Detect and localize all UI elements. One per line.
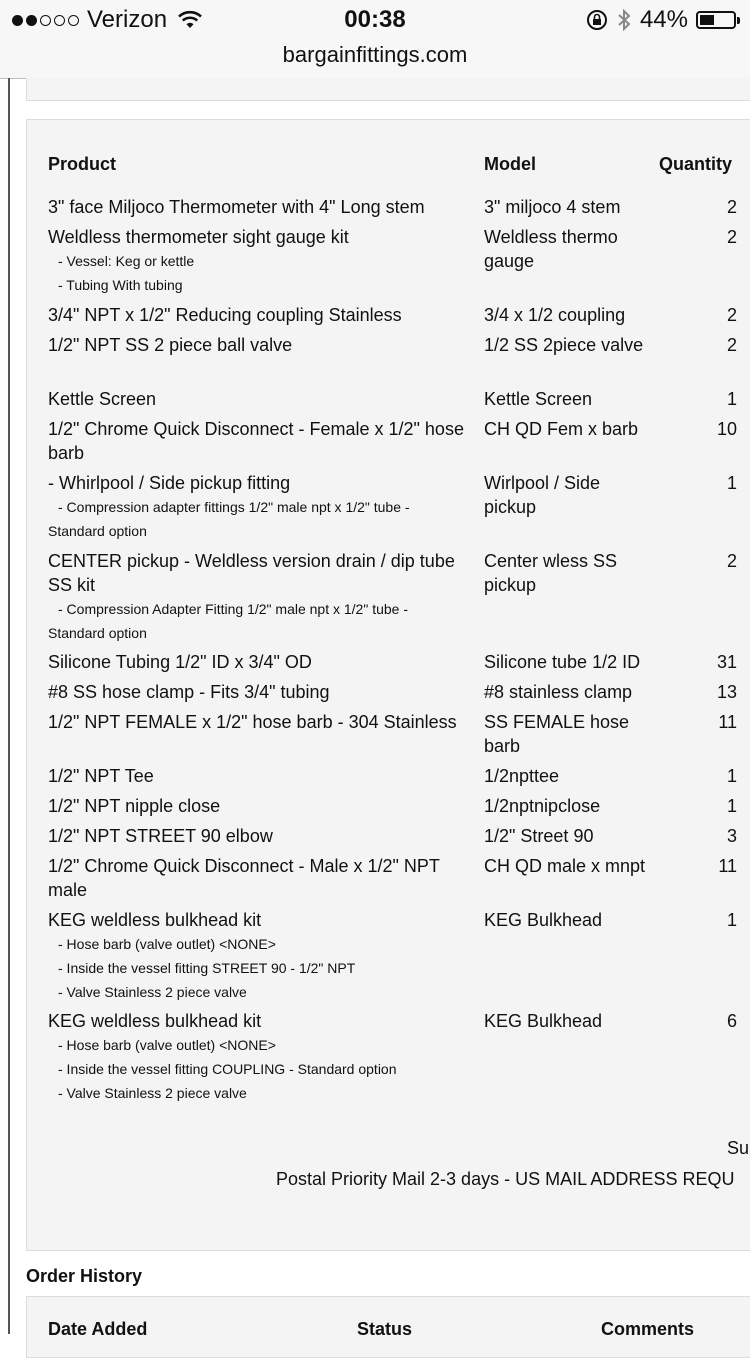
product-name: Weldless thermometer sight gauge kit <box>48 227 349 247</box>
quantity-cell: 6 <box>726 1011 737 1031</box>
product-cell <box>48 710 468 734</box>
product-name: CENTER pickup - Weldless version drain / dip tube SS kit <box>48 551 455 595</box>
orientation-lock-icon <box>586 9 608 31</box>
product-name: 1/2" Chrome Quick Disconnect - Female x 1/2" hose barb <box>48 419 464 463</box>
model-cell: CH QD Fem x barb <box>484 419 639 439</box>
product-cell <box>48 225 468 297</box>
product-option: - Compression Adapter Fitting 1/2" male npt x 1/2" tube - Standard option <box>48 601 408 641</box>
product-option: - Inside the vessel fitting COUPLING - Standard option <box>58 1061 397 1077</box>
order-history-panel <box>26 1296 750 1358</box>
product-name: #8 SS hose clamp - Fits 3/4" tubing <box>48 682 330 702</box>
product-name: 3/4" NPT x 1/2" Reducing coupling Stainless <box>48 305 402 325</box>
product-cell <box>48 824 468 848</box>
quantity-cell: 2 <box>726 197 737 217</box>
url-domain[interactable]: bargainfittings.com <box>282 42 468 67</box>
product-name: 1/2" NPT SS 2 piece ball valve <box>48 335 293 355</box>
product-cell <box>48 549 468 645</box>
product-option: - Tubing With tubing <box>58 277 183 293</box>
subtotal-label: Su <box>727 1138 750 1158</box>
model-cell: 1/2npttee <box>484 766 560 786</box>
quantity-cell: 2 <box>726 305 737 325</box>
address-bar[interactable] <box>0 40 750 79</box>
model-cell: SS FEMALE hose barb <box>484 712 630 756</box>
model-cell: Kettle Screen <box>484 389 593 409</box>
battery-level <box>700 15 714 25</box>
model-cell: 1/2" Street 90 <box>484 826 594 846</box>
quantity-cell: 1 <box>726 766 737 786</box>
model-cell: KEG Bulkhead <box>484 1011 603 1031</box>
product-option: - Hose barb (valve outlet) <NONE> <box>58 936 276 952</box>
model-cell: CH QD male x mnpt <box>484 856 646 876</box>
product-name: 1/2" NPT FEMALE x 1/2" hose barb - 304 Stainless <box>48 712 457 732</box>
quantity-cell: 2 <box>726 227 737 247</box>
product-cell <box>48 303 468 327</box>
quantity-cell: 11 <box>718 856 737 876</box>
product-cell <box>48 794 468 818</box>
product-cell <box>48 387 468 411</box>
model-cell: Wirlpool / Side pickup <box>484 473 601 517</box>
product-cell <box>48 471 468 543</box>
product-name: 1/2" Chrome Quick Disconnect - Male x 1/2" NPT male <box>48 856 440 900</box>
product-cell <box>48 680 468 704</box>
quantity-cell: 1 <box>726 796 737 816</box>
model-cell: 3" miljoco 4 stem <box>484 197 621 217</box>
order-history-title: Order History <box>26 1266 143 1286</box>
product-name: KEG weldless bulkhead kit <box>48 910 262 930</box>
model-cell: Weldless thermo gauge <box>484 227 618 271</box>
battery-icon <box>696 11 736 29</box>
product-option: - Vessel: Keg or kettle <box>58 253 195 269</box>
quantity-cell: 2 <box>726 551 737 571</box>
quantity-cell: 13 <box>716 682 737 702</box>
model-cell: 1/2nptnipclose <box>484 796 601 816</box>
carrier-name: Verizon <box>87 6 168 33</box>
model-cell: Center wless SS pickup <box>484 551 618 595</box>
product-cell <box>48 417 468 465</box>
quantity-cell: 3 <box>726 826 737 846</box>
product-option: - Valve Stainless 2 piece valve <box>58 1085 247 1101</box>
status-bar <box>0 0 750 40</box>
product-name: 1/2" NPT STREET 90 elbow <box>48 826 273 846</box>
product-name: Silicone Tubing 1/2" ID x 3/4" OD <box>48 652 312 672</box>
product-cell <box>48 854 468 902</box>
clock: 00:38 <box>344 6 406 33</box>
product-option: - Hose barb (valve outlet) <NONE> <box>58 1037 276 1053</box>
history-header-comments: Comments <box>601 1319 695 1339</box>
product-option: - Inside the vessel fitting STREET 90 - 1/2" NPT <box>58 960 356 976</box>
order-products-panel <box>26 119 750 1251</box>
product-cell <box>48 1009 468 1105</box>
model-cell: #8 stainless clamp <box>484 682 633 702</box>
shipping-method: Postal Priority Mail 2-3 days - US MAIL ADDRESS REQU <box>276 1169 735 1189</box>
quantity-cell: 11 <box>718 712 737 732</box>
battery-percent: 44% <box>639 6 688 33</box>
history-header-date: Date Added <box>48 1319 148 1339</box>
quantity-cell: 1 <box>726 473 737 493</box>
quantity-cell: 1 <box>726 910 737 930</box>
page-left-border <box>8 78 10 1334</box>
quantity-cell: 10 <box>716 419 737 439</box>
model-cell: 1/2 SS 2piece valve <box>484 335 644 355</box>
product-cell <box>48 650 468 674</box>
product-name: 1/2" NPT Tee <box>48 766 154 786</box>
product-cell <box>48 908 468 1004</box>
bluetooth-icon <box>616 8 632 32</box>
status-indicators <box>586 6 736 34</box>
model-cell: KEG Bulkhead <box>484 910 603 930</box>
column-header-product: Product <box>48 154 117 174</box>
product-option: - Compression adapter fittings 1/2" male npt x 1/2" tube - Standard option <box>48 499 410 539</box>
product-name: - Whirlpool / Side pickup fitting <box>48 473 291 493</box>
quantity-cell: 1 <box>726 389 737 409</box>
column-header-model: Model <box>484 154 536 174</box>
previous-panel <box>26 78 750 101</box>
model-cell: 3/4 x 1/2 coupling <box>484 305 626 325</box>
quantity-cell: 2 <box>726 335 737 355</box>
product-cell <box>48 195 468 219</box>
product-option: - Valve Stainless 2 piece valve <box>58 984 247 1000</box>
product-name: 1/2" NPT nipple close <box>48 796 221 816</box>
product-cell <box>48 764 468 788</box>
column-header-quantity: Quantity <box>659 154 733 174</box>
product-cell <box>48 333 468 357</box>
history-header-status: Status <box>357 1319 413 1339</box>
quantity-cell: 31 <box>716 652 737 672</box>
product-name: Kettle Screen <box>48 389 157 409</box>
model-cell: Silicone tube 1/2 ID <box>484 652 641 672</box>
product-name: KEG weldless bulkhead kit <box>48 1011 262 1031</box>
product-name: 3" face Miljoco Thermometer with 4" Long stem <box>48 197 425 217</box>
